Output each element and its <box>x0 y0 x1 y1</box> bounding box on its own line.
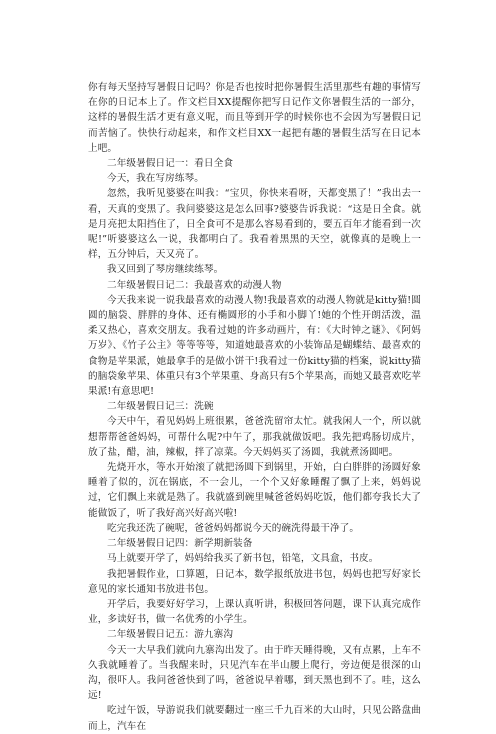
paragraph: 吃过午饭，导游说我们就要翻过一座三千九百米的大山时，只见公路盘曲而上，汽车在 <box>88 705 421 732</box>
section-heading: 二年级暑假日记一：看日全食 <box>107 158 234 170</box>
paragraph: 今天我来说一说我最喜欢的动漫人物!我最喜欢的动漫人物就是kitty猫!圆圆的脑袋、胖胖的身体、还有椭圆形的小手和小脚丫!她的个性开朗活泼，温柔又热心，喜欢交朋友。我看过她的许多动画片，有：《大时钟之谜》、《阿妈万岁》、《竹子公主》等等等等，知道她最喜欢的小装饰品是蝴蝶结、最喜欢的食物是苹果派，她最拿手的是做小饼干!我看过一份kitty猫的档案，说kitty猫的脑袋象苹果、体重只有3个苹果重、身高只有5个苹果高，而她又最喜欢吃苹果派!有意思吧! <box>88 294 421 398</box>
paragraph: 我把暑假作业，口算题，日记本，数学报纸放进书包，妈妈也把写好家长意见的家长通知书放进书包。 <box>88 568 421 595</box>
paragraph: 开学后，我要好好学习，上课认真听讲，积极回答问题，课下认真完成作业，多读好书，做一名优秀的小学生。 <box>88 598 421 626</box>
section-heading: 二年级暑假日记四：新学期新装备 <box>107 538 253 550</box>
paragraph: 忽然，我听见婆婆在叫我：“宝贝，你快来看呀，天都变黑了！”我出去一看，天真的变黑了。我问婆婆这是怎么回事?婆婆告诉我说：“这是日全食。就是月亮把太阳挡住了，日全食可不是那么容易看到的，要五百年才能看到一次呢!”听婆婆这么一说，我都明白了。我看着黑黑的天空，就像真的是晚上一样，五分钟后，天又亮了。 <box>88 188 421 261</box>
section-heading: 二年级暑假日记二：我最喜欢的动漫人物 <box>107 279 282 291</box>
paragraph: 先烧开水，等水开始滚了就把汤圆下到锅里，开始，白白胖胖的汤圆好象睡着了似的，沉在锅底，不一会儿，一个个又好象睡醒了飘了上来，妈妈说过，它们飘上来就是熟了。我就盛到碗里喊爸爸妈妈吃饭，他们都夸我长大了能做饭了，听了我好高兴好高兴啦! <box>88 462 421 519</box>
section-heading: 二年级暑假日记三：洗碗 <box>107 401 214 413</box>
paragraph: 我又回到了琴房继续练琴。 <box>107 264 224 276</box>
section-heading: 二年级暑假日记五：游九寨沟 <box>107 629 234 641</box>
paragraph: 今天，我在写房练琴。 <box>107 173 204 185</box>
paragraph: 今天中午，看见妈妈上班很累，爸爸洗留帘太忙。就我闲人一个，所以就想帮帮爸爸妈妈，可帮什么呢?中午了，那我就做饭吧。我先把鸡肠切成片，放了盐，醋，油，辣椒，拌了凉菜。今天妈妈买了汤圆，我就煮汤圆吧。 <box>88 416 421 458</box>
paragraph: 今天一大早我们就向九寨沟出发了。由于昨天睡得晚，又有点累，上车不久我就睡着了。当我醒来时，只见汽车在半山腰上爬行，旁边便是很深的山沟，很吓人。我问爸爸快到了吗，爸爸说早着哪，到天黑也到不了。哇，这么远! <box>88 644 421 702</box>
intro-paragraph: 你有每天坚持写暑假日记吗？你是否也按时把你暑假生活里那些有趣的事情写在你的日记本上了。作文栏目XX提醒你把写日记作文你暑假生活的一部分，这样的暑假生活才更有意义呢，而且等到开学的时候你也不会因为写暑假日记而苦恼了。快快行动起来，和作文栏目XX一起把有趣的暑假生活写在日记本上吧。 <box>88 82 421 154</box>
paragraph: 吃完我还洗了碗呢，爸爸妈妈都说今天的碗洗得最干净了。 <box>107 522 360 534</box>
document-body <box>88 80 421 734</box>
paragraph: 马上就要开学了，妈妈给我买了新书包，铅笔，文具盒，书皮。 <box>107 553 379 565</box>
